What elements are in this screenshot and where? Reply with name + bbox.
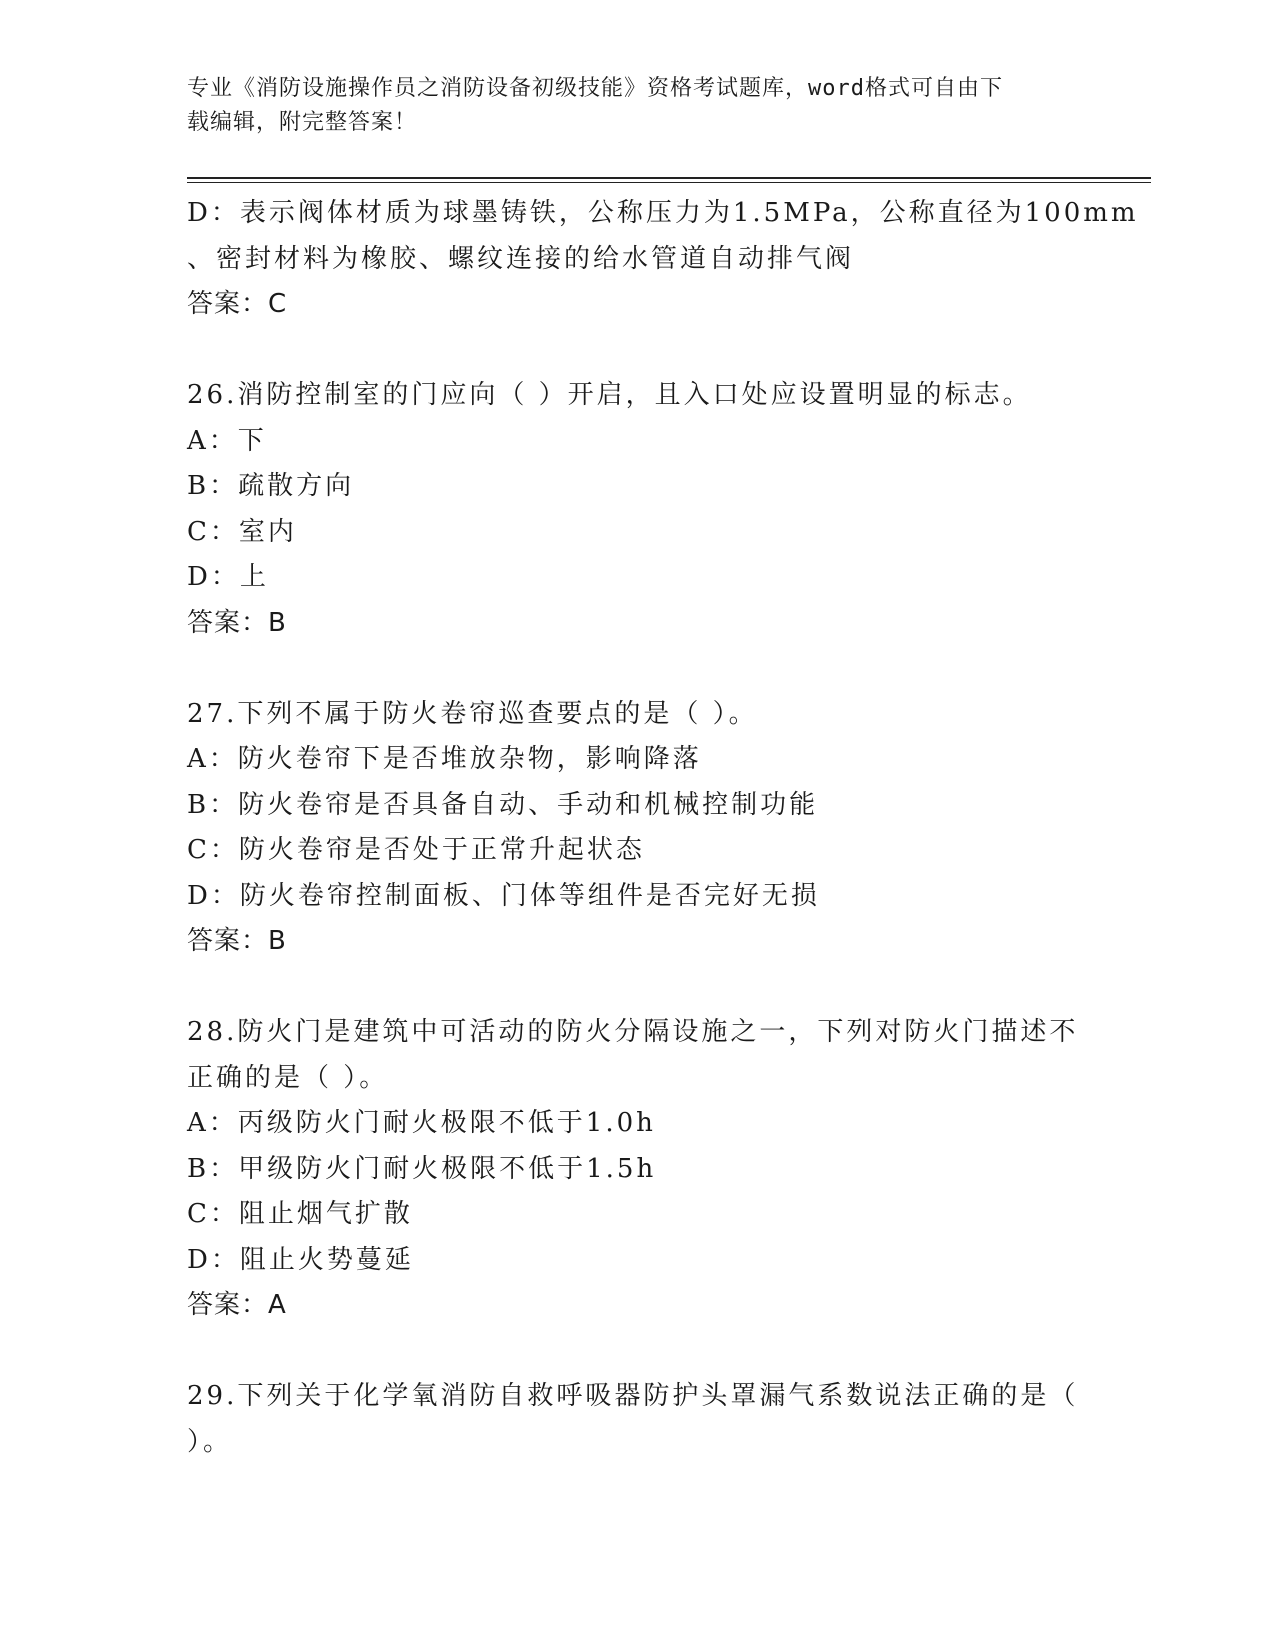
header-divider-thick xyxy=(187,177,1151,179)
question-29 xyxy=(187,1374,1077,1465)
option-d: D：上 xyxy=(187,562,269,592)
option-c: C：室内 xyxy=(187,516,297,547)
option-c: C：防火卷帘是否处于正常升起状态 xyxy=(187,835,645,865)
spacer xyxy=(187,646,1077,692)
question-27 xyxy=(187,692,1077,965)
option-d: D：阻止火势蔓延 xyxy=(187,1244,414,1275)
question-stem: 27.下列不属于防火卷帘巡查要点的是（ ）。 xyxy=(187,698,758,729)
option-c: C：阻止烟气扩散 xyxy=(187,1199,413,1229)
question-28 xyxy=(187,1010,1077,1329)
question-stem: 28.防火门是建筑中可活动的防火分隔设施之一，下列对防火门描述不 xyxy=(187,1017,1079,1047)
option-a: A：丙级防火门耐火极限不低于1.0h xyxy=(187,1108,656,1138)
option-a: A：下 xyxy=(187,425,267,456)
document-header xyxy=(187,72,1067,140)
answer: 答案：A xyxy=(187,1290,287,1320)
option-d: D：表示阀体材质为球墨铸铁，公称压力为1.5MPa，公称直径为100mm xyxy=(187,198,1139,228)
question-stem: 29.下列关于化学氧消防自救呼吸器防护头罩漏气系数说法正确的是（ xyxy=(187,1381,1079,1411)
option-b: B：防火卷帘是否具备自动、手动和机械控制功能 xyxy=(187,789,819,820)
question-26 xyxy=(187,373,1077,646)
answer: 答案：C xyxy=(187,289,288,319)
header-divider-thin xyxy=(187,182,1151,183)
header-line-1: 专业《消防设施操作员之消防设备初级技能》资格考试题库，word格式可自由下 xyxy=(187,76,1003,101)
header-line-2: 载编辑，附完整答案！ xyxy=(187,110,418,135)
option-b: B：疏散方向 xyxy=(187,471,355,501)
option-d-continued: 、密封材料为橡胶、螺纹连接的给水管道自动排气阀 xyxy=(187,243,855,274)
spacer xyxy=(187,328,1077,374)
spacer xyxy=(187,965,1077,1011)
question-stem-continued: 正确的是（ ）。 xyxy=(187,1062,389,1093)
answer: 答案：B xyxy=(187,607,287,638)
question-list xyxy=(187,191,1139,1465)
answer: 答案：B xyxy=(187,926,287,956)
previous-question-tail xyxy=(187,191,1139,328)
question-stem-continued: ）。 xyxy=(187,1426,233,1457)
option-a: A：防火卷帘下是否堆放杂物，影响降落 xyxy=(187,744,702,774)
spacer xyxy=(187,1329,1077,1375)
option-d: D：防火卷帘控制面板、门体等组件是否完好无损 xyxy=(187,880,820,911)
option-b: B：甲级防火门耐火极限不低于1.5h xyxy=(187,1153,657,1184)
question-stem: 26.消防控制室的门应向（ ）开启，且入口处应设置明显的标志。 xyxy=(187,380,1032,410)
